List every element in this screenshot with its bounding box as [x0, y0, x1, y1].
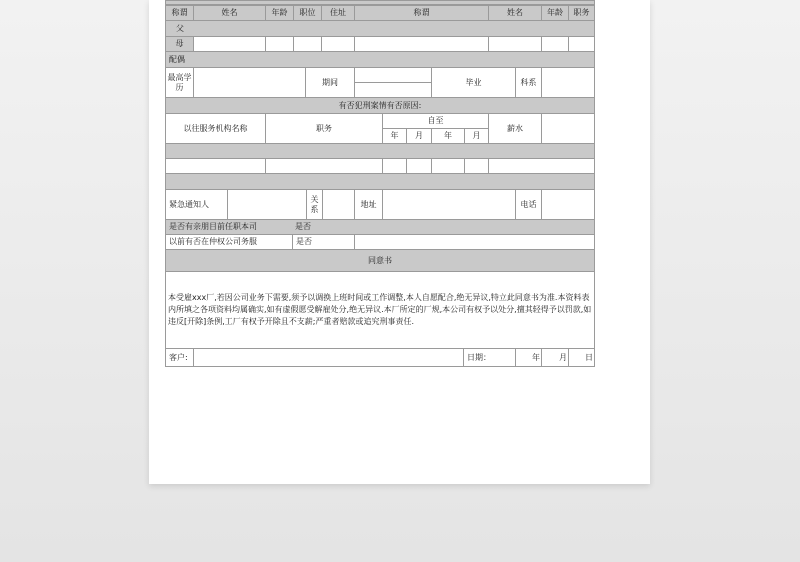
highest-edu-label: 最高学历 [165, 67, 194, 98]
phone-cell[interactable] [541, 189, 595, 220]
date-month[interactable]: 月 [541, 348, 569, 367]
header-title2: 称谓 [354, 5, 489, 21]
header-job2: 职务 [568, 5, 595, 21]
work-row-2-from-month[interactable] [406, 158, 432, 174]
period-from-cell[interactable] [354, 67, 432, 83]
salary-label: 薪水 [488, 113, 542, 144]
friend-question: 是否有亲朋目前任职本司 [165, 219, 293, 235]
consent-text: 本受雇xxx厂,若因公司业务下需要,须予以调换上班时间或工作调整,本人自愿配合,绝无异议,特立此同意书为准.本资料表内所填之各项资料均属确实,如有虚假愿受解雇处分,绝无异议.本厂所定的厂规,本公司有权予以处分,擅其轻得予以罚款,如违反[开除]条例,工厂有权予开除且不支薪;严重者赔款或追究刑事责任. [165, 271, 595, 349]
father-label: 父 [165, 20, 194, 37]
father-row [165, 20, 595, 37]
to-year-label: 年 [431, 128, 465, 144]
work-row-2-from-year[interactable] [382, 158, 407, 174]
work-row-2-job[interactable] [265, 158, 383, 174]
competitor-question: 以前有否在仲权公司务服 [165, 234, 293, 250]
competitor-answer[interactable]: 是否 [292, 234, 355, 250]
header-name: 姓名 [193, 5, 266, 21]
criminal-question: 有否犯刑案情有否原因: [165, 97, 595, 114]
period-label: 期间 [305, 67, 355, 98]
emergency-contact-cell[interactable] [227, 189, 307, 220]
mother-position-cell[interactable] [293, 36, 322, 52]
date-day[interactable]: 日 [568, 348, 595, 367]
period-to-cell[interactable] [354, 82, 432, 98]
major-label: 科系 [515, 67, 542, 98]
from-year-label: 年 [382, 128, 407, 144]
work-row-3[interactable] [165, 173, 595, 190]
header-age: 年龄 [265, 5, 294, 21]
mother-age-cell[interactable] [265, 36, 294, 52]
graduate-label: 毕业 [431, 67, 516, 98]
mother-name-cell[interactable] [193, 36, 266, 52]
mother-address-cell[interactable] [321, 36, 355, 52]
header-age2: 年龄 [541, 5, 569, 21]
date-label: 日期： [463, 348, 516, 367]
work-row-2-to-month[interactable] [464, 158, 489, 174]
major-cell[interactable] [541, 67, 595, 98]
emergency-contact-label: 紧急通知人 [165, 189, 228, 220]
relation-label: 关系 [306, 189, 323, 220]
relative-title-cell[interactable] [354, 36, 489, 52]
work-row-2-to-year[interactable] [431, 158, 465, 174]
salary-extra-cell[interactable] [541, 113, 595, 144]
company-label: 以往服务机构名称 [165, 113, 266, 144]
spouse-label: 配偶 [165, 51, 595, 68]
relation-cell[interactable] [322, 189, 355, 220]
date-year[interactable]: 年 [515, 348, 542, 367]
header-address: 住址 [321, 5, 355, 21]
address-cell[interactable] [382, 189, 516, 220]
relative-job-cell[interactable] [568, 36, 595, 52]
relative-age-cell[interactable] [541, 36, 569, 52]
header-position: 职位 [293, 5, 322, 21]
header-name2: 姓名 [488, 5, 542, 21]
work-row-2-salary[interactable] [488, 158, 595, 174]
highest-edu-cell[interactable] [193, 67, 306, 98]
from-to-label: 自至 [382, 113, 489, 129]
client-signature-cell[interactable] [193, 348, 464, 367]
competitor-extra-cell[interactable] [354, 234, 595, 250]
mother-label: 母 [165, 36, 194, 52]
work-row-2-company[interactable] [165, 158, 266, 174]
to-month-label: 月 [464, 128, 489, 144]
header-title: 称谓 [165, 5, 194, 21]
work-row-1[interactable] [165, 143, 595, 159]
address-label: 地址 [354, 189, 383, 220]
from-month-label: 月 [406, 128, 432, 144]
client-label: 客户: [165, 348, 194, 367]
phone-label: 电话 [515, 189, 542, 220]
friend-answer[interactable]: 是否 [292, 219, 352, 235]
consent-title: 同意书 [165, 249, 595, 272]
relative-name-cell[interactable] [488, 36, 542, 52]
job-label: 职务 [265, 113, 383, 144]
